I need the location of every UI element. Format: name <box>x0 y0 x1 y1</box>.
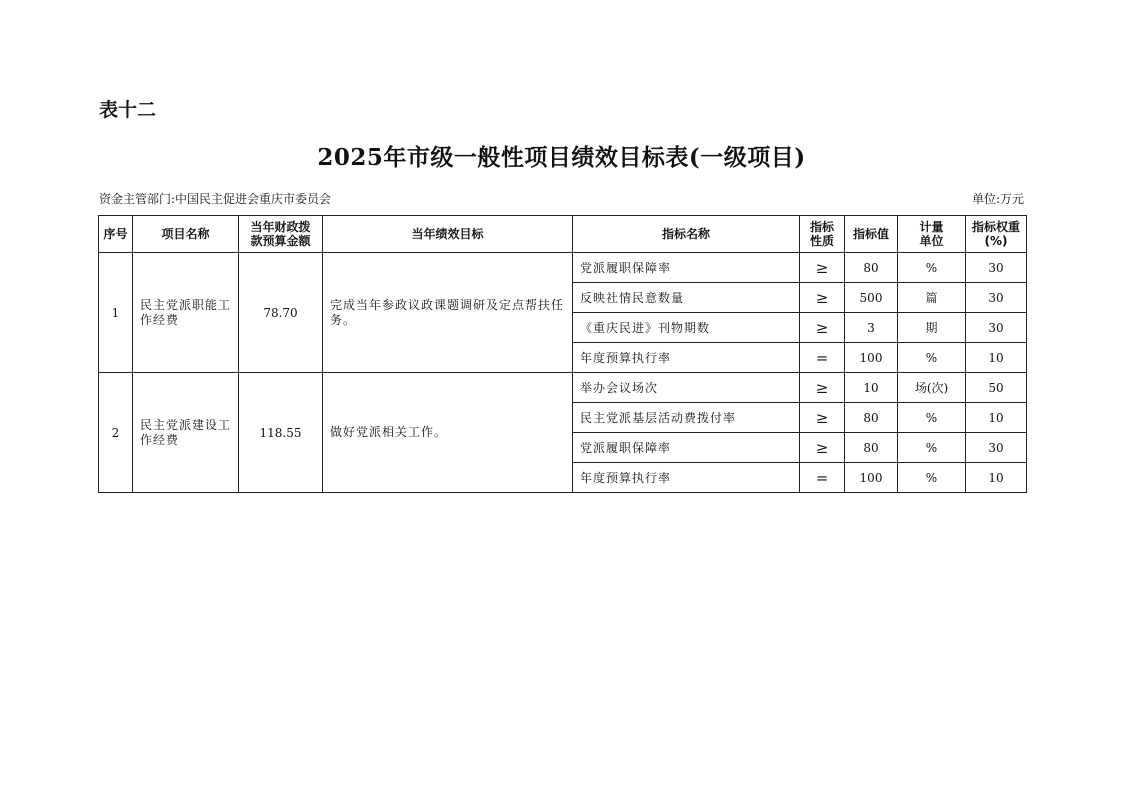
col-name: 项目名称 <box>133 216 239 253</box>
col-unit <box>898 216 966 253</box>
col-weight-line1: 指标权重 <box>971 220 1020 234</box>
indicator-weight: 30 <box>966 313 1027 343</box>
indicator-unit: % <box>898 253 966 283</box>
indicator-property: ≥ <box>800 313 845 343</box>
indicator-property: ≥ <box>800 253 845 283</box>
indicator-name: 反映社情民意数量 <box>573 283 800 313</box>
indicator-value: 100 <box>845 343 898 373</box>
indicator-value: 3 <box>845 313 898 343</box>
indicator-weight: 30 <box>966 283 1027 313</box>
indicator-property: ≥ <box>800 433 845 463</box>
page-title: 2025年市级一般性项目绩效目标表(一级项目) <box>317 144 806 171</box>
indicator-property: ≥ <box>800 373 845 403</box>
col-goal: 当年绩效目标 <box>323 216 573 253</box>
project-goal: 完成当年参政议政课题调研及定点帮扶任务。 <box>323 253 573 373</box>
indicator-name: 举办会议场次 <box>573 373 800 403</box>
table-row <box>99 253 1027 283</box>
indicator-name: 年度预算执行率 <box>573 343 800 373</box>
col-property-line1: 指标 <box>809 220 834 234</box>
indicator-weight: 50 <box>966 373 1027 403</box>
indicator-weight: 10 <box>966 403 1027 433</box>
table-label: 表十二 <box>99 99 157 121</box>
indicator-name: 《重庆民进》刊物期数 <box>573 313 800 343</box>
indicator-value: 80 <box>845 433 898 463</box>
col-property <box>800 216 845 253</box>
project-seq: 2 <box>99 373 133 493</box>
col-seq: 序号 <box>99 216 133 253</box>
header-row <box>99 216 1027 253</box>
col-weight <box>966 216 1027 253</box>
performance-table <box>98 215 1027 493</box>
unit-line: 单位:万元 <box>971 192 1024 206</box>
indicator-property: = <box>800 463 845 493</box>
col-indicator: 指标名称 <box>573 216 800 253</box>
project-budget: 118.55 <box>239 373 323 493</box>
indicator-value: 10 <box>845 373 898 403</box>
indicator-unit: % <box>898 433 966 463</box>
table-row <box>99 373 1027 403</box>
indicator-name: 年度预算执行率 <box>573 463 800 493</box>
col-unit-line2: 单位 <box>919 234 944 248</box>
indicator-unit: 场(次) <box>898 373 966 403</box>
project-name: 民主党派职能工作经费 <box>133 253 239 373</box>
indicator-weight: 30 <box>966 253 1027 283</box>
col-unit-line1: 计量 <box>919 220 944 234</box>
project-goal: 做好党派相关工作。 <box>323 373 573 493</box>
indicator-property: = <box>800 343 845 373</box>
indicator-value: 500 <box>845 283 898 313</box>
indicator-unit: % <box>898 403 966 433</box>
indicator-value: 80 <box>845 403 898 433</box>
indicator-value: 100 <box>845 463 898 493</box>
indicator-unit: % <box>898 343 966 373</box>
indicator-unit: 期 <box>898 313 966 343</box>
indicator-weight: 30 <box>966 433 1027 463</box>
indicator-name: 党派履职保障率 <box>573 433 800 463</box>
indicator-property: ≥ <box>800 403 845 433</box>
col-budget-line1: 当年财政拨 <box>250 220 311 234</box>
col-property-line2: 性质 <box>809 234 834 248</box>
col-value: 指标值 <box>845 216 898 253</box>
indicator-unit: 篇 <box>898 283 966 313</box>
indicator-property: ≥ <box>800 283 845 313</box>
indicator-name: 党派履职保障率 <box>573 253 800 283</box>
department-line: 资金主管部门:中国民主促进会重庆市委员会 <box>99 192 332 206</box>
indicator-weight: 10 <box>966 463 1027 493</box>
indicator-weight: 10 <box>966 343 1027 373</box>
indicator-unit: % <box>898 463 966 493</box>
indicator-name: 民主党派基层活动费拨付率 <box>573 403 800 433</box>
col-weight-line2: (%) <box>984 234 1008 248</box>
indicator-value: 80 <box>845 253 898 283</box>
col-budget <box>239 216 323 253</box>
project-seq: 1 <box>99 253 133 373</box>
project-budget: 78.70 <box>239 253 323 373</box>
col-budget-line2: 款预算金额 <box>250 234 311 248</box>
project-name: 民主党派建设工作经费 <box>133 373 239 493</box>
